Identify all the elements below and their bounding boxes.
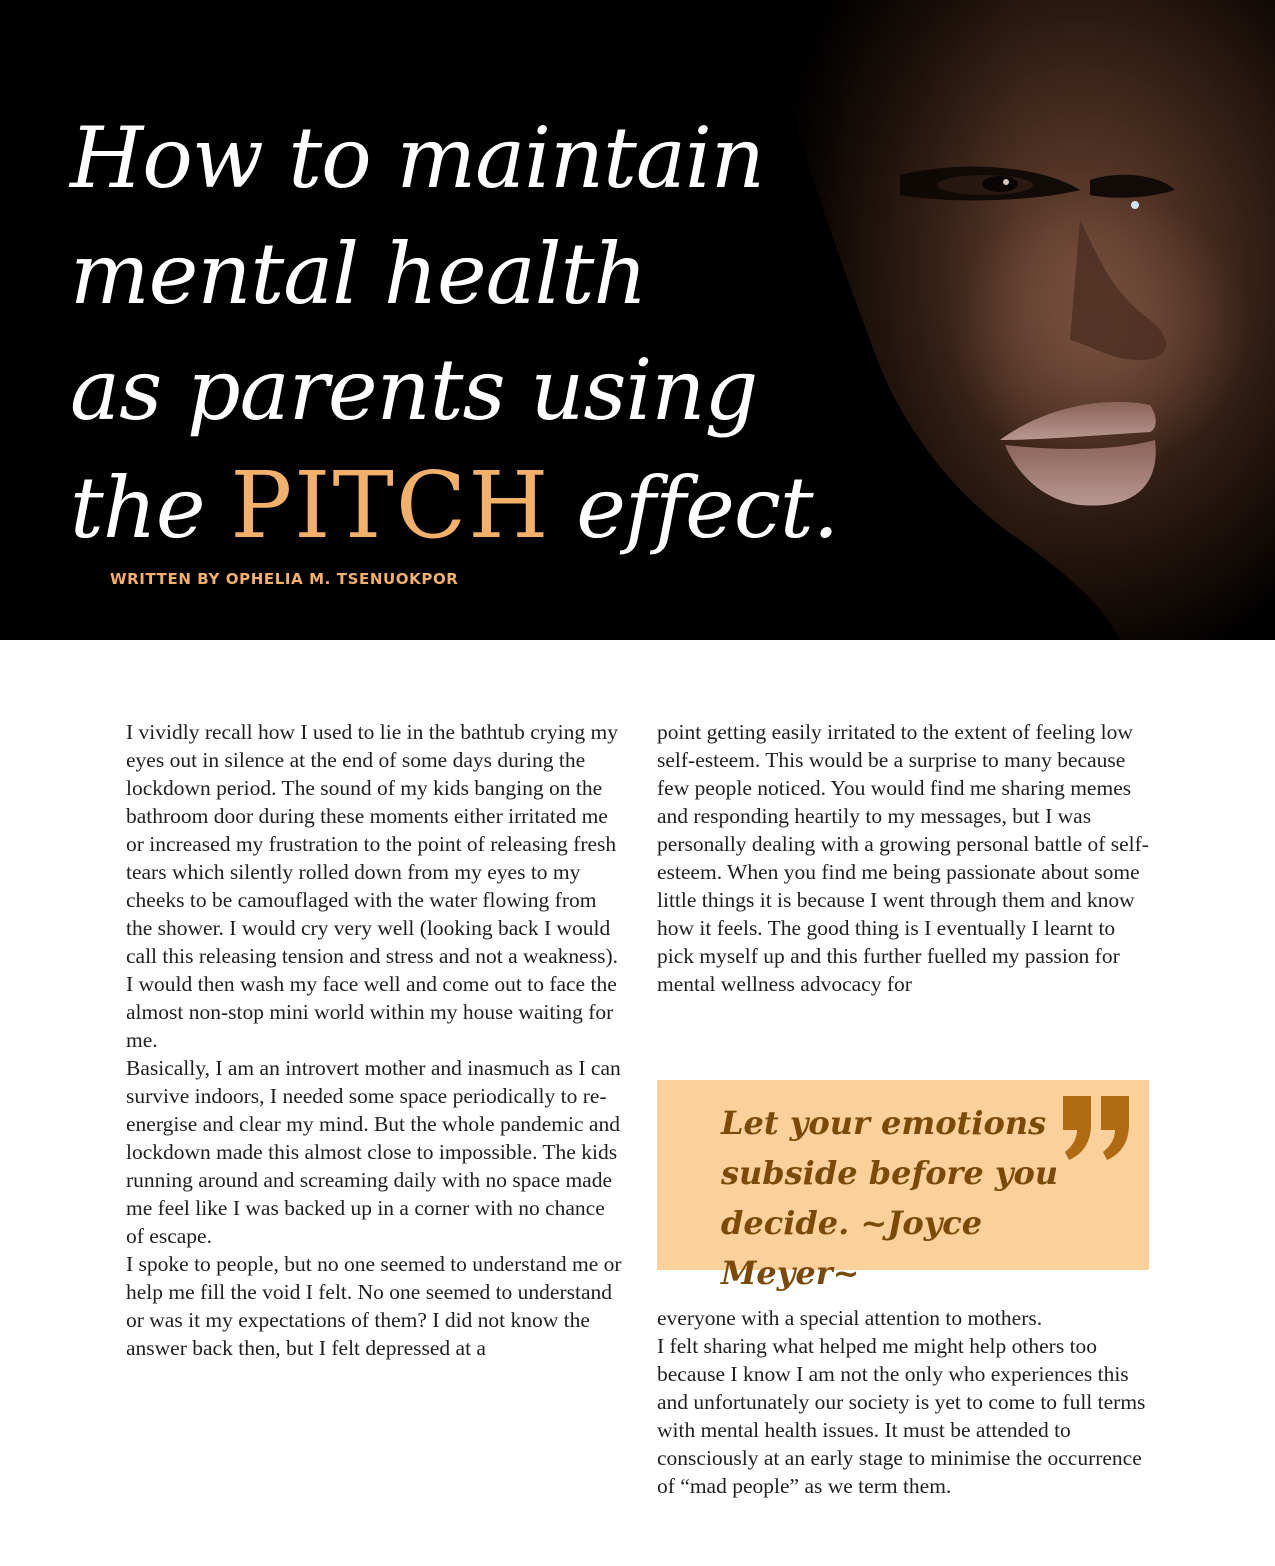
paragraph: everyone with a special attention to mothers. [657, 1306, 1043, 1330]
title-accent-word: PITCH [230, 452, 551, 559]
title-line-1: How to maintain [70, 109, 764, 207]
paragraph: point getting easily irritated to the extent of feeling low self-esteem. This would be a surprise to many because few people noticed. You would find me sharing memes and responding heartily to my messages, but I was personally dealing with a growing personal battle of self-esteem. When you find me being passionate about some little things it is because I went through them and know how it feels. The good thing is I eventually I learnt to pick myself up and this further fuelled my passion for mental wellness advocacy for [657, 720, 1149, 996]
closing-quote-icon [1057, 1088, 1137, 1168]
title-line-4 [70, 448, 838, 566]
paragraph: I spoke to people, but no one seemed to understand me or help me fill the void I felt. No one seemed to understand or was it my expectations of them? I did not know the answer back then, but I felt depressed at a [126, 1252, 622, 1360]
article-column-2-bottom [657, 1304, 1152, 1500]
title-line-3: as parents using [70, 341, 758, 439]
article-title [70, 100, 838, 566]
title-last-pre: the [70, 459, 231, 557]
paragraph: Basically, I am an introvert mother and inasmuch as I can survive indoors, I needed some space periodically to re-energise and clear my mind. But the whole pandemic and lockdown made this almost close to impossible. The kids running around and screaming daily with no space made me feel like I was backed up in a corner with no chance of escape. [126, 1056, 621, 1248]
paragraph: I vividly recall how I used to lie in the bathtub crying my eyes out in silence at the end of some days during the lockdown period. The sound of my kids banging on the bathroom door during these moments either irritated me or increased my frustration to the point of releasing fresh tears which silently rolled down from my eyes to my cheeks to be camouflaged with the water flowing from the shower. I would cry very well (looking back I would call this releasing tension and stress and not a weakness). I would then wash my face well and come out to face the almost non-stop mini world within my house waiting for me. [126, 720, 619, 1052]
pull-quote-text: Let your emotions subside before you decide. ~Joyce Meyer~ [721, 1104, 1059, 1292]
author-byline: WRITTEN BY OPHELIA M. TSENUOKPOR [110, 570, 459, 588]
article-column-1 [126, 718, 626, 1362]
article-column-2-top [657, 718, 1152, 998]
title-last-post: effect. [550, 459, 839, 557]
title-line-2: mental health [70, 225, 647, 323]
pull-quote [657, 1080, 1149, 1292]
paragraph: I felt sharing what helped me might help others too because I know I am not the only who experiences this and unfortunately our society is yet to come to full terms with mental health issues. It must be attended to consciously at an early stage to minimise the occurrence of “mad people” as we term them. [657, 1334, 1146, 1498]
hero-banner [0, 0, 1275, 640]
